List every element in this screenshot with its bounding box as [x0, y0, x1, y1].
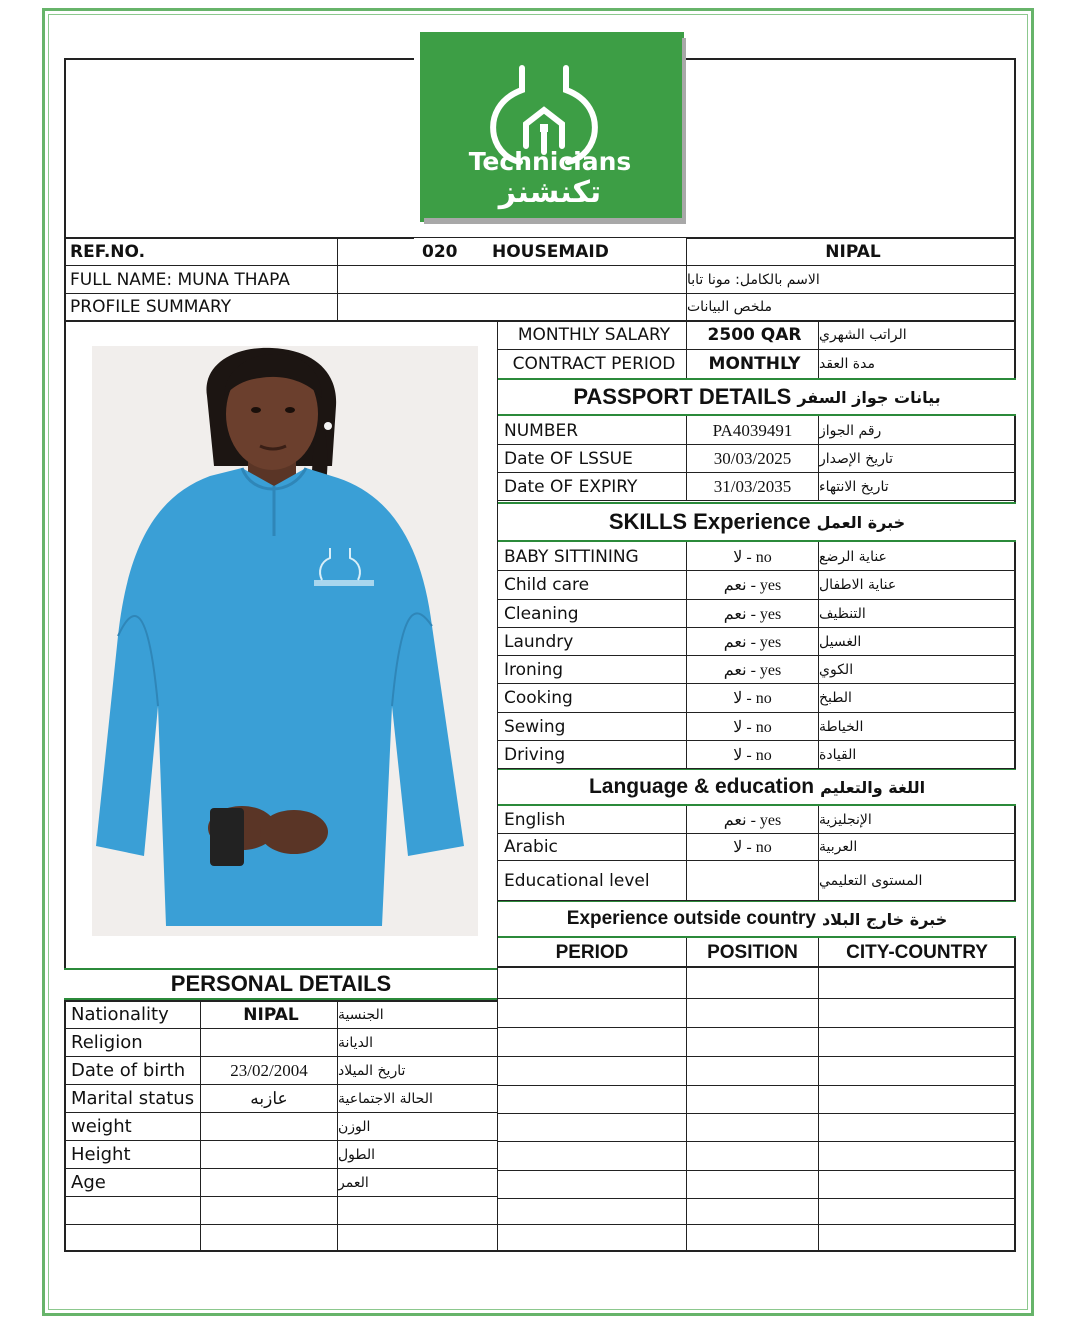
- language-row-label: Educational level: [504, 870, 650, 891]
- contract-label-ar: مدة العقد: [819, 356, 875, 372]
- skill-row-label-ar: الطبخ: [819, 690, 852, 706]
- personal-row-label: Religion: [71, 1032, 143, 1053]
- exp-col-period: PERIOD: [555, 941, 629, 963]
- language-row-value: لا - no: [733, 839, 772, 856]
- skills-title: SKILLS Experience: [608, 509, 811, 534]
- personal-row-value: عازبه: [250, 1088, 288, 1108]
- language-row-label-ar: العربية: [819, 839, 858, 855]
- rule: [818, 806, 819, 900]
- full-name-label-ar: الاسم بالكامل: مونا تابا: [687, 271, 820, 288]
- personal-row-label-ar: تاريخ الميلاد: [338, 1062, 406, 1079]
- candidate-figure: [92, 346, 478, 936]
- personal-row-label: Age: [71, 1172, 106, 1193]
- contract-value: MONTHLY: [708, 354, 801, 374]
- personal-row-value: [201, 1113, 337, 1140]
- rule: [818, 938, 819, 1252]
- rule: [686, 938, 687, 1252]
- salary-value: 2500 QAR: [707, 325, 802, 345]
- rule: [497, 1113, 1016, 1114]
- personal-section-header: [64, 968, 498, 1000]
- passport-row-label: NUMBER: [504, 420, 579, 441]
- skill-row-label: BABY SITTINING: [504, 546, 639, 567]
- rule: [497, 1224, 1016, 1225]
- rule: [497, 1056, 1016, 1057]
- rule: [818, 542, 819, 768]
- skill-row-label: Driving: [504, 744, 566, 765]
- personal-row-value: NIPAL: [243, 1004, 299, 1025]
- logo-text-en: Technicians: [468, 147, 632, 176]
- skill-row-label-ar: عناية الاطفال: [819, 577, 897, 593]
- rule: [497, 900, 1016, 901]
- salary-label-ar: الراتب الشهري: [819, 327, 907, 343]
- skill-row-value: نعم - yes: [723, 577, 782, 594]
- passport-row-value: 30/03/2025: [713, 448, 792, 468]
- contract-label: CONTRACT PERIOD: [512, 354, 676, 374]
- profile-summary-label-ar: ملخص البيانات: [687, 299, 772, 315]
- experience-outside-title: Experience outside country: [566, 908, 816, 929]
- company-logo: [414, 28, 686, 226]
- ref-no-label: REF.NO.: [70, 241, 146, 262]
- personal-row-label: weight: [71, 1116, 132, 1137]
- rule: [64, 1196, 498, 1197]
- skill-row-label-ar: عناية الرضع: [819, 548, 887, 565]
- passport-row-label: Date OF LSSUE: [504, 448, 633, 469]
- rule: [497, 998, 1016, 999]
- personal-row-label-ar: الديانة: [338, 1034, 374, 1051]
- profile-summary-label: PROFILE SUMMARY: [70, 297, 232, 317]
- rule: [497, 1198, 1016, 1199]
- rule: [686, 806, 687, 900]
- experience-outside-title-ar: خبرة خارج البلاد: [821, 909, 948, 929]
- rule: [497, 1141, 1016, 1142]
- skill-row-label: Cooking: [504, 688, 573, 708]
- nationality-header: NIPAL: [825, 241, 881, 262]
- rule: [337, 237, 338, 321]
- personal-row-label: Date of birth: [71, 1060, 186, 1081]
- personal-row-label-ar: الطول: [338, 1146, 376, 1163]
- passport-title: PASSPORT DETAILS: [573, 384, 792, 409]
- rule: [497, 966, 1016, 968]
- personal-row-value: [201, 1029, 337, 1056]
- skill-row-value: لا - no: [733, 548, 772, 566]
- skill-row-label: Child care: [504, 575, 590, 595]
- personal-row-label-ar: الوزن: [338, 1118, 371, 1135]
- personal-row-label: Height: [71, 1144, 131, 1165]
- skill-row-label-ar: التنظيف: [819, 605, 866, 622]
- passport-row-value: PA4039491: [712, 420, 793, 440]
- language-row-label-ar: المستوى التعليمي: [819, 872, 923, 889]
- language-row-label: Arabic: [504, 837, 558, 857]
- skill-row-label: Sewing: [504, 716, 566, 737]
- skill-row-label: Cleaning: [504, 603, 579, 624]
- experience-outside-header: [498, 900, 1016, 938]
- language-title-ar: اللغة والتعليم: [820, 777, 926, 797]
- skill-row-label-ar: الغسيل: [819, 633, 862, 650]
- personal-row-value: [201, 1169, 337, 1196]
- skill-row-value: لا - no: [733, 718, 772, 736]
- skill-row-value: نعم - yes: [723, 605, 782, 623]
- ref-no-value: 020: [422, 241, 458, 262]
- language-section-header: [498, 768, 1016, 806]
- full-name-label: FULL NAME: MUNA THAPA: [70, 269, 290, 290]
- personal-row-label: Nationality: [71, 1004, 169, 1025]
- skill-row-label: Ironing: [504, 659, 564, 680]
- skills-title-ar: خبرة العمل: [816, 512, 906, 532]
- candidate-photo: [92, 346, 478, 936]
- rule: [497, 968, 498, 1252]
- salary-label: MONTHLY SALARY: [517, 325, 671, 345]
- skill-row-value: لا - no: [733, 746, 772, 764]
- skill-row-value: نعم - yes: [723, 661, 782, 679]
- position-value: HOUSEMAID: [492, 241, 609, 262]
- logo-text-ar: تكنشنز: [498, 175, 602, 210]
- skill-row-value: نعم - yes: [723, 633, 782, 651]
- language-row-label: English: [504, 810, 566, 830]
- rule: [497, 1085, 1016, 1086]
- passport-row-label-ar: تاريخ الانتهاء: [819, 478, 889, 495]
- passport-row-label-ar: تاريخ الإصدار: [819, 450, 894, 467]
- personal-row-value: [201, 1141, 337, 1168]
- rule: [497, 500, 1016, 501]
- passport-row-label: Date OF EXPIRY: [504, 476, 638, 497]
- rule: [686, 542, 687, 768]
- skill-row-label: Laundry: [504, 631, 574, 652]
- skill-row-label-ar: القيادة: [819, 746, 857, 763]
- language-title: Language & education: [588, 775, 815, 798]
- rule: [497, 768, 1016, 769]
- rule: [64, 1224, 498, 1225]
- skill-row-value: لا - no: [733, 690, 772, 707]
- personal-row-value: 23/02/2004: [230, 1060, 308, 1080]
- passport-row-value: 31/03/2035: [713, 476, 792, 496]
- personal-row-label-ar: الجنسية: [338, 1006, 384, 1023]
- exp-col-city-country: CITY-COUNTRY: [846, 941, 988, 963]
- personal-row-label: Marital status: [71, 1088, 195, 1109]
- rule: [497, 1170, 1016, 1171]
- skills-section-header: [498, 502, 1016, 542]
- rule: [497, 1027, 1016, 1028]
- rule: [818, 416, 819, 500]
- personal-row-label-ar: الحالة الاجتماعية: [338, 1090, 433, 1107]
- logo-graphic: [414, 28, 686, 226]
- rule: [497, 320, 498, 968]
- language-row-value: [687, 861, 818, 900]
- skill-row-label-ar: الكوي: [819, 661, 854, 678]
- passport-section-header: [498, 378, 1016, 416]
- exp-col-position: POSITION: [707, 941, 798, 963]
- personal-title: PERSONAL DETAILS: [170, 971, 392, 996]
- rule: [686, 416, 687, 500]
- passport-title-ar: بيانات جواز السفر: [797, 387, 941, 407]
- passport-row-label-ar: رقم الجواز: [819, 422, 882, 439]
- language-row-label-ar: الإنجليزية: [819, 812, 872, 828]
- skill-row-label-ar: الخياطة: [819, 718, 864, 735]
- language-row-value: نعم - yes: [723, 812, 782, 829]
- personal-row-label-ar: العمر: [338, 1174, 369, 1191]
